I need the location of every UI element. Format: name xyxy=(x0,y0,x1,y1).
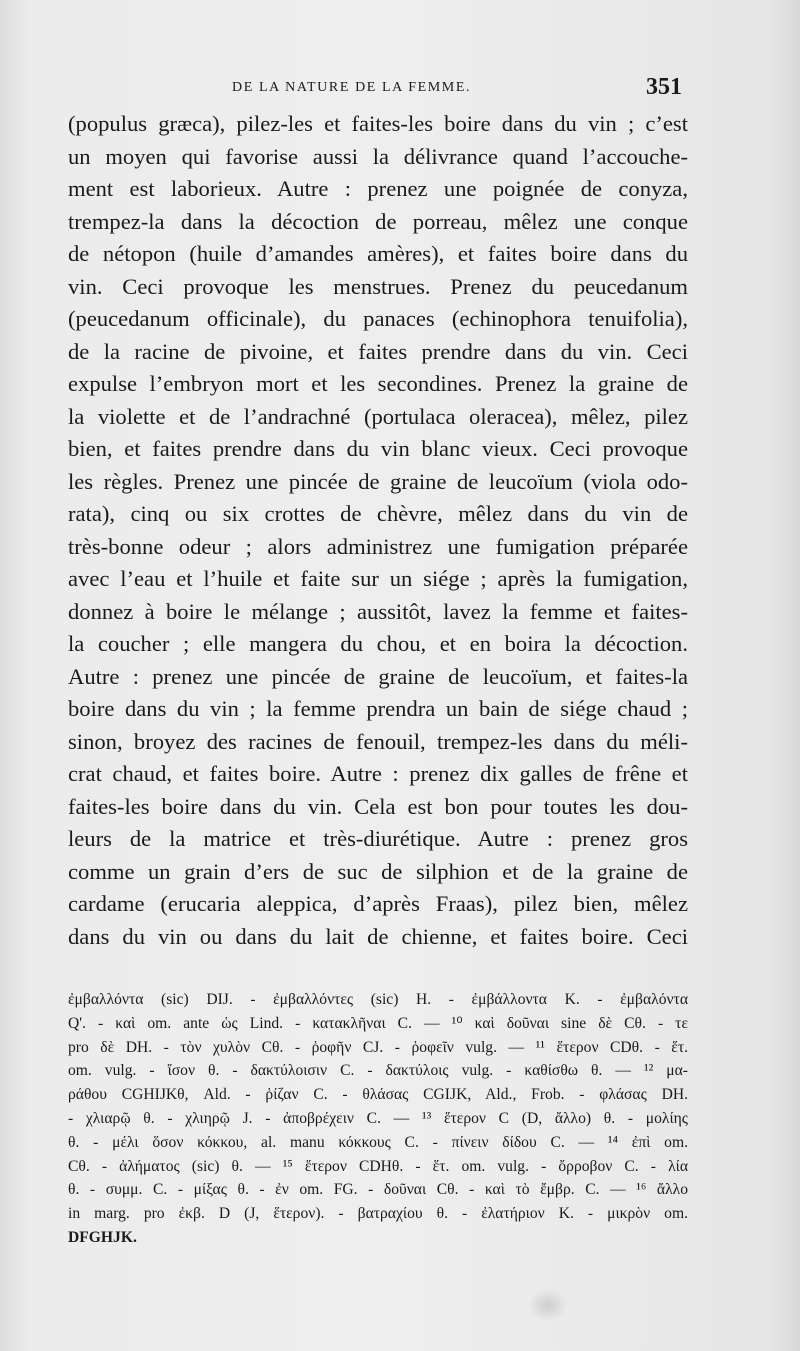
text-line: crat chaud, et faites boire. Autre : prenez dix galles de frêne et xyxy=(68,761,688,786)
text-line: cardame (erucaria aleppica, d’après Fraas), pilez bien, mêlez xyxy=(68,891,688,916)
critical-apparatus-notes xyxy=(68,988,688,1250)
text-line: comme un grain d’ers de suc de silphion et de la graine de xyxy=(68,858,688,884)
text-line: la coucher ; elle mangera du chou, et en boira la décoction. xyxy=(68,631,688,656)
text-line: trempez-la dans la décoction de porreau, mêlez une conque xyxy=(68,208,688,234)
note-line: θ. - μέλι ὅσον κόκκου, al. manu κόκκους C. - πίνειν δίδου C. — ¹⁴ ἐπὶ om. xyxy=(68,1133,688,1151)
running-head xyxy=(68,74,688,102)
text-line: dans du vin ou dans du lait de chienne, et faites boire. Ceci xyxy=(68,923,688,949)
text-line: expulse l’embryon mort et les secondines. Prenez la graine de xyxy=(68,371,688,396)
text-line: (populus græca), pilez-les et faites-les boire dans du vin ; c’est xyxy=(68,111,688,136)
note-line: ράθου CGHIJKθ, Ald. - ῥίζαν C. - θλάσας CGIJK, Ald., Frob. - φλάσας DH. xyxy=(68,1086,688,1104)
text-line: ment est laborieux. Autre : prenez une poignée de conyza, xyxy=(68,176,688,201)
text-line: un moyen qui favorise aussi la délivrance quand l’accouche- xyxy=(68,143,688,169)
text-line: boire dans du vin ; la femme prendra un bain de siége chaud ; xyxy=(68,696,688,721)
note-line: - χλιαρῷ θ. - χλιηρῷ J. - ἀποβρέχειν C. — ¹³ ἕτερον C (D, ἄλλο) θ. - μολίης xyxy=(68,1109,688,1127)
note-line: in marg. pro ἐκβ. D (J, ἕτερον). - βατραχίου θ. - ἐλατήριον K. - μικρὸν om. xyxy=(68,1205,688,1223)
note-line: om. vulg. - ἴσον θ. - δακτύλοισιν C. - δακτύλοις vulg. - καθίσθω θ. — ¹² μα- xyxy=(68,1062,688,1080)
note-line: pro δὲ DH. - τὸν χυλὸν Cθ. - ῥοφῆν CJ. - ῥοφεῖν vulg. — ¹¹ ἕτερον CDθ. - ἕτ. xyxy=(68,1038,688,1056)
text-line: donnez à boire le mélange ; aussitôt, lavez la femme et faites- xyxy=(68,598,688,624)
text-line: sinon, broyez des racines de fenouil, trempez-les dans du méli- xyxy=(68,728,688,754)
text-line: faites-les boire dans du vin. Cela est bon pour toutes les dou- xyxy=(68,793,688,819)
text-line: bien, et faites prendre dans du vin blanc vieux. Ceci provoque xyxy=(68,436,688,461)
text-line: de nétopon (huile d’amandes amères), et faites boire dans du xyxy=(68,241,688,266)
text-line: très-bonne odeur ; alors administrez une fumigation préparée xyxy=(68,533,688,559)
ink-smudge xyxy=(528,1288,568,1322)
text-line: leurs de la matrice et très-diurétique. Autre : prenez gros xyxy=(68,826,688,851)
text-line: rata), cinq ou six crottes de chèvre, mêlez dans du vin de xyxy=(68,501,688,526)
note-line: Q'. - καὶ om. ante ὡς Lind. - κατακλῆναι C. — ¹⁰ καὶ δοῦναι sine δὲ Cθ. - τε xyxy=(68,1014,688,1032)
text-line: de la racine de pivoine, et faites prendre dans du vin. Ceci xyxy=(68,338,688,364)
page-number: 351 xyxy=(646,74,682,100)
text-line: (peucedanum officinale), du panaces (echinophora tenuifolia), xyxy=(68,306,688,331)
running-title: DE LA NATURE DE LA FEMME. xyxy=(232,80,472,95)
main-text xyxy=(68,108,688,953)
text-line: vin. Ceci provoque les menstrues. Prenez du peucedanum xyxy=(68,273,688,299)
note-line: θ. - συμμ. C. - μίξας θ. - ἐν om. FG. - δοῦναι Cθ. - καὶ τὸ ἔμβρ. C. — ¹⁶ ἄλλο xyxy=(68,1181,688,1199)
text-line: Autre : prenez une pincée de graine de leucoïum, et faites-la xyxy=(68,663,688,689)
text-line: la violette et de l’andrachné (portulaca oleracea), mêlez, pilez xyxy=(68,403,688,429)
text-line: avec l’eau et l’huile et faite sur un siége ; après la fumigation, xyxy=(68,566,688,591)
note-line: Cθ. - ἀλήματος (sic) θ. — ¹⁵ ἕτερον CDHθ. - ἕτ. om. vulg. - ὄρροβον C. - λία xyxy=(68,1157,688,1175)
note-line: DFGHJK. xyxy=(68,1228,137,1246)
text-line: les règles. Prenez une pincée de graine de leucoïum (viola odo- xyxy=(68,468,688,494)
note-line: ἐμβαλλόντα (sic) DIJ. - ἐμβαλλόντες (sic) H. - ἐμβάλλοντα K. - ἐμβαλόντα xyxy=(68,991,688,1008)
